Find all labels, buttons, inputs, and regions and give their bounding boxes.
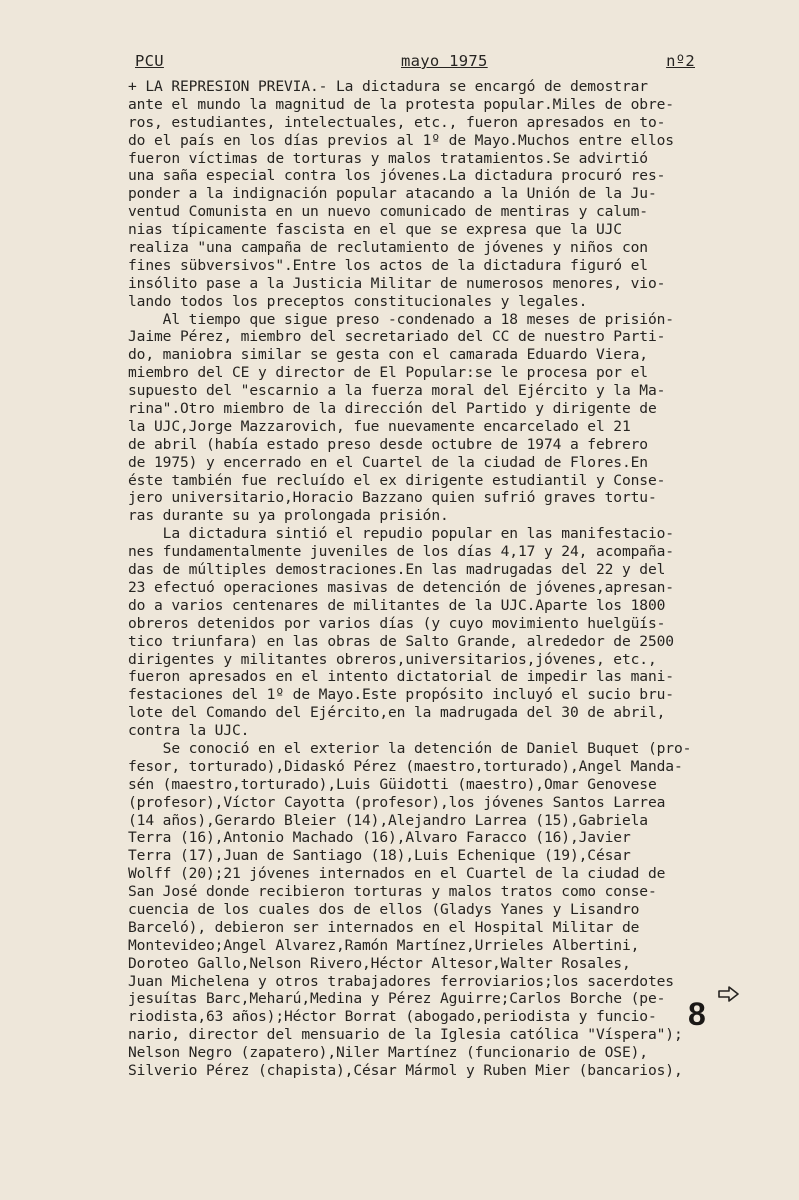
text-line: Barceló), debieron ser internados en el Hospital Militar de (128, 918, 640, 936)
header-issue-number: nº2 (666, 52, 695, 70)
text-line: supuesto del "escarnio a la fuerza moral del Ejército y la Ma- (128, 382, 666, 400)
text-line: ponder a la indignación popular atacando a la Unión de la Ju- (128, 185, 657, 203)
text-line: Doroteo Gallo,Nelson Rivero,Héctor Altesor,Walter Rosales, (128, 954, 631, 972)
text-line: do el país en los días previos al 1º de Mayo.Muchos entre ellos (128, 131, 674, 149)
page-header (135, 52, 695, 74)
text-line: nario, director del mensuario de la Iglesia católica "Víspera"); (128, 1026, 683, 1044)
text-line: Juan Michelena y otros trabajadores ferroviarios;los sacerdotes (128, 972, 674, 990)
text-line: ante el mundo la magnitud de la protesta popular.Miles de obre- (128, 95, 674, 113)
text-line: obreros detenidos por varios días (y cuyo movimiento huelgüís- (128, 614, 666, 632)
header-publication: PCU (135, 52, 164, 70)
text-line: cuencia de los cuales dos de ellos (Gladys Yanes y Lisandro (128, 900, 640, 918)
text-line: jero universitario,Horacio Bazzano quien sufrió graves tortu- (128, 489, 657, 507)
text-line: ros, estudiantes, intelectuales, etc., fueron apresados en to- (128, 113, 666, 131)
text-line: Jaime Pérez, miembro del secretariado del CC de nuestro Parti- (128, 328, 666, 346)
text-line: contra la UJC. (128, 722, 250, 740)
text-line: San José donde recibieron torturas y malos tratos como conse- (128, 883, 657, 901)
text-line: das de múltiples demostraciones.En las madrugadas del 22 y del (128, 561, 666, 579)
text-line: insólito pase a la Justicia Militar de numerosos menores, vio- (128, 274, 666, 292)
text-line: de abril (había estado preso desde octubre de 1974 a febrero (128, 435, 648, 453)
text-line: fines sübversivos".Entre los actos de la dictadura figuró el (128, 256, 648, 274)
text-line: miembro del CE y director de El Popular:se le procesa por el (128, 364, 648, 382)
text-line: Terra (16),Antonio Machado (16),Alvaro Faracco (16),Javier (128, 829, 631, 847)
text-line: realiza "una campaña de reclutamiento de jóvenes y niños con (128, 239, 648, 257)
right-arrow-icon (718, 986, 740, 1002)
text-line: fesor, torturado),Didaskó Pérez (maestro,torturado),Angel Manda- (128, 757, 683, 775)
page-number: 8 (688, 996, 706, 1032)
header-date: mayo 1975 (401, 52, 488, 70)
text-line: de 1975) y encerrado en el Cuartel de la ciudad de Flores.En (128, 453, 648, 471)
text-line: + LA REPRESION PREVIA.- La dictadura se encargó de demostrar (128, 78, 648, 95)
text-line: la UJC,Jorge Mazzarovich, fue nuevamente encarcelado el 21 (128, 417, 631, 435)
text-line: lote del Comando del Ejército,en la madrugada del 30 de abril, (128, 704, 666, 722)
text-line: lando todos los preceptos constitucionales y legales. (128, 292, 588, 310)
text-line: Se conoció en el exterior la detención de Daniel Buquet (pro- (128, 739, 692, 757)
text-line: una saña especial contra los jóvenes.La dictadura procuró res- (128, 167, 666, 185)
text-line: Silverio Pérez (chapista),César Mármol y Ruben Mier (bancarios), (128, 1061, 683, 1079)
text-line: 23 efectuó operaciones masivas de detención de jóvenes,apresan- (128, 578, 674, 596)
text-line: Terra (17),Juan de Santiago (18),Luis Echenique (19),César (128, 847, 631, 865)
text-line: tico triunfara) en las obras de Salto Grande, alrededor de 2500 (128, 632, 674, 650)
text-line: ras durante su ya prolongada prisión. (128, 507, 449, 525)
text-line: nias típicamente fascista en el que se expresa que la UJC (128, 221, 622, 239)
text-line: Al tiempo que sigue preso -condenado a 18 meses de prisión- (128, 310, 674, 328)
text-line: riodista,63 años);Héctor Borrat (abogado,periodista y funcio- (128, 1008, 657, 1026)
text-line: Nelson Negro (zapatero),Niler Martínez (funcionario de OSE), (128, 1044, 648, 1062)
text-line: festaciones del 1º de Mayo.Este propósito incluyó el sucio bru- (128, 686, 674, 704)
text-line: do a varios centenares de militantes de la UJC.Aparte los 1800 (128, 596, 666, 614)
text-line: nes fundamentalmente juveniles de los días 4,17 y 24, acompaña- (128, 543, 674, 561)
text-line: Montevideo;Angel Alvarez,Ramón Martínez,Urrieles Albertini, (128, 936, 640, 954)
text-line: rina".Otro miembro de la dirección del Partido y dirigente de (128, 400, 657, 418)
text-line: do, maniobra similar se gesta con el camarada Eduardo Viera, (128, 346, 648, 364)
text-line: La dictadura sintió el repudio popular en las manifestacio- (128, 525, 674, 543)
text-line: fueron apresados en el intento dictatorial de impedir las mani- (128, 668, 674, 686)
text-line: Wolff (20);21 jóvenes internados en el Cuartel de la ciudad de (128, 865, 666, 883)
text-line: sén (maestro,torturado),Luis Güidotti (maestro),Omar Genovese (128, 775, 657, 793)
text-line: éste también fue recluído el ex dirigente estudiantil y Conse- (128, 471, 666, 489)
text-line: jesuítas Barc,Meharú,Medina y Pérez Aguirre;Carlos Borche (pe- (128, 990, 666, 1008)
text-line: dirigentes y militantes obreros,universitarios,jóvenes, etc., (128, 650, 657, 668)
text-line: ventud Comunista en un nuevo comunicado de mentiras y calum- (128, 203, 648, 221)
body-text (128, 78, 768, 1080)
text-line: (profesor),Víctor Cayotta (profesor),los jóvenes Santos Larrea (128, 793, 666, 811)
text-line: (14 años),Gerardo Bleier (14),Alejandro Larrea (15),Gabriela (128, 811, 648, 829)
text-line: fueron víctimas de torturas y malos tratamientos.Se advirtió (128, 149, 648, 167)
